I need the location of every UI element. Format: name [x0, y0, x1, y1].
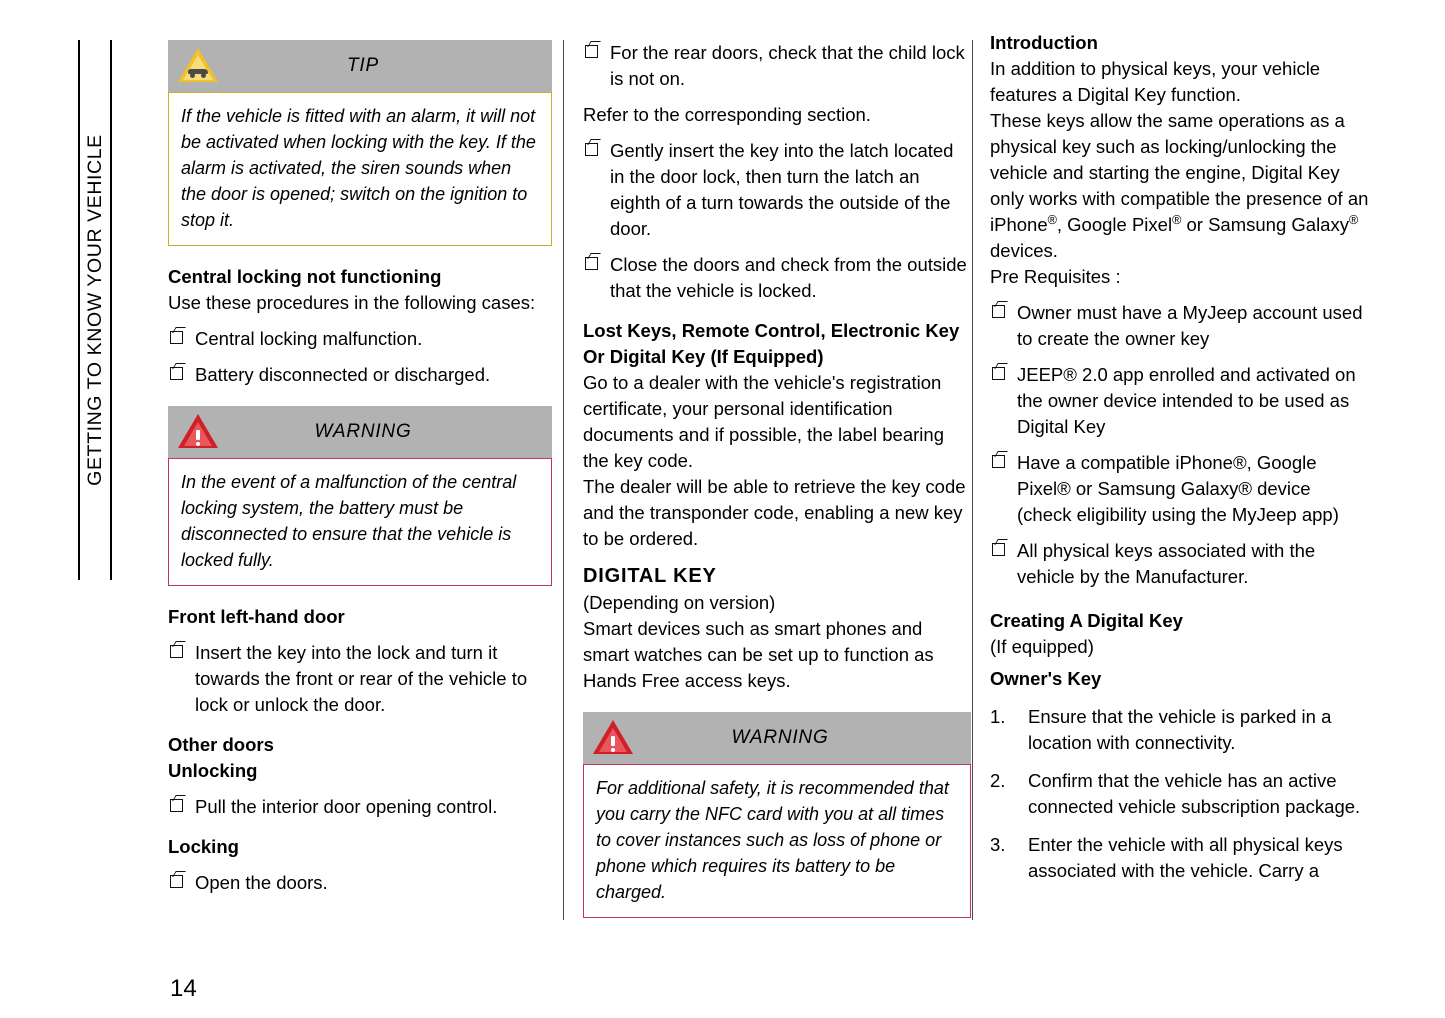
warning-callout-1-body: In the event of a malfunction of the central locking system, the battery must be disconnected to ensure that the vehicle is locked fully. — [168, 458, 552, 586]
column-2 — [583, 40, 971, 918]
para-intro-2-part-3: or Samsung Galaxy — [1181, 214, 1349, 235]
list-item-label: Confirm that the vehicle has an active connected vehicle subscription package. — [1028, 770, 1361, 817]
warning-triangle-icon — [593, 718, 635, 758]
registered-mark: ® — [1348, 212, 1359, 227]
list-item — [583, 40, 971, 92]
list-pre-requisites — [990, 300, 1370, 590]
checkbox-bullet-icon — [992, 367, 1005, 380]
para-depending-on-version: (Depending on version) — [583, 592, 776, 613]
heading-locking: Locking — [168, 836, 239, 857]
list-item — [168, 326, 552, 352]
list-item — [168, 640, 552, 718]
list-item-label: Ensure that the vehicle is parked in a location with connectivity. — [1028, 706, 1332, 753]
list-item-number: 2. — [990, 770, 1006, 791]
para-if-equipped: (If equipped) — [990, 636, 1094, 657]
para-intro-2-part-4: devices. — [990, 240, 1058, 261]
checkbox-bullet-icon — [585, 257, 598, 270]
list-item-label: Owner must have a MyJeep account used to create the owner key — [1017, 302, 1363, 349]
list-item — [990, 450, 1370, 528]
heading-other-doors: Other doors — [168, 734, 274, 755]
warning-callout-2 — [583, 712, 971, 918]
column-divider-1 — [563, 40, 564, 920]
checkbox-bullet-icon — [170, 875, 183, 888]
warning-callout-2-body: For additional safety, it is recommended that you carry the NFC card with you at all times to cover instances such as loss of phone or phone which requires its battery to be charged. — [583, 764, 971, 918]
warning-callout-2-title: WARNING — [731, 727, 829, 748]
list-item — [583, 138, 971, 242]
list-item-number: 3. — [990, 834, 1006, 855]
list-item — [990, 768, 1370, 820]
list-item-label: Enter the vehicle with all physical keys associated with the vehicle. Carry a — [1028, 834, 1343, 881]
para-pre-requisites: Pre Requisites : — [990, 266, 1121, 287]
heading-owners-key: Owner's Key — [990, 668, 1102, 689]
list-item — [168, 794, 552, 820]
checkbox-bullet-icon — [170, 331, 183, 344]
list-item — [168, 362, 552, 388]
list-unlocking — [168, 794, 552, 820]
para-smart-devices: Smart devices such as smart phones and smart watches can be set up to function as Hands Free access keys. — [583, 618, 934, 691]
registered-mark: ® — [1047, 212, 1057, 227]
heading-digital-key: DIGITAL KEY — [583, 565, 717, 587]
para-intro-1: In addition to physical keys, your vehicle features a Digital Key function. — [990, 58, 1321, 105]
list-item — [990, 704, 1370, 756]
list-key-latch-steps — [583, 138, 971, 304]
list-item — [990, 538, 1370, 590]
list-item-label: Pull the interior door opening control. — [195, 796, 498, 817]
list-item-number: 1. — [990, 706, 1006, 727]
heading-introduction: Introduction — [990, 32, 1098, 53]
tip-triangle-car-icon — [178, 46, 220, 86]
tip-callout — [168, 40, 552, 246]
list-item — [990, 300, 1370, 352]
list-front-left-door — [168, 640, 552, 718]
heading-central-locking-not-functioning: Central locking not functioning — [168, 266, 442, 287]
list-item-label: Central locking malfunction. — [195, 328, 423, 349]
list-item — [990, 362, 1370, 440]
list-item — [990, 832, 1370, 884]
checkbox-bullet-icon — [170, 799, 183, 812]
list-item-label: JEEP® 2.0 app enrolled and activated on the owner device intended to be used as Digital Key — [1017, 364, 1356, 437]
warning-callout-1-title: WARNING — [314, 421, 412, 442]
list-owner-key-steps — [990, 704, 1370, 884]
list-item — [583, 252, 971, 304]
tip-callout-body: If the vehicle is fitted with an alarm, it will not be activated when locking with the key. If the alarm is activated, the siren sounds when the door is opened; switch on the ignition to stop it. — [168, 92, 552, 246]
checkbox-bullet-icon — [585, 45, 598, 58]
chapter-side-tab-label: GETTING TO KNOW YOUR VEHICLE — [84, 134, 106, 486]
list-item-label: All physical keys associated with the vehicle by the Manufacturer. — [1017, 540, 1316, 587]
list-locking — [168, 870, 552, 896]
list-rear-doors — [583, 40, 971, 92]
checkbox-bullet-icon — [585, 143, 598, 156]
checkbox-bullet-icon — [992, 455, 1005, 468]
warning-triangle-icon — [178, 412, 220, 452]
list-item-label: Battery disconnected or discharged. — [195, 364, 491, 385]
para-dealer-2: The dealer will be able to retrieve the key code and the transponder code, enabling a new key to be ordered. — [583, 476, 966, 549]
para-intro-2-part-2: , Google Pixel — [1056, 214, 1173, 235]
heading-unlocking: Unlocking — [168, 760, 258, 781]
checkbox-bullet-icon — [992, 543, 1005, 556]
list-item-label: For the rear doors, check that the child lock is not on. — [610, 42, 965, 89]
para-intro-2 — [990, 108, 1370, 264]
list-item-label: Close the doors and check from the outside that the vehicle is locked. — [610, 254, 967, 301]
para-refer-section: Refer to the corresponding section. — [583, 104, 871, 125]
tip-callout-title: TIP — [347, 55, 379, 76]
warning-callout-1-header — [168, 406, 552, 458]
tip-callout-header — [168, 40, 552, 92]
chapter-side-tab — [78, 40, 112, 580]
column-1 — [168, 40, 552, 896]
warning-callout-1 — [168, 406, 552, 586]
para-dealer-1: Go to a dealer with the vehicle's registration certificate, your personal identification documents and if possible, the label bearing the key code. — [583, 372, 944, 471]
column-3 — [990, 32, 1370, 884]
para-intro-2-part-1: These keys allow the same operations as a physical key such as locking/unlocking the vehicle and starting the engine, Digital Key only works with compatible the presence of an iPhone — [990, 110, 1369, 235]
para-use-procedures: Use these procedures in the following cases: — [168, 292, 536, 313]
heading-creating-a-digital-key: Creating A Digital Key — [990, 610, 1183, 631]
list-item-label: Have a compatible iPhone®, Google Pixel® or Samsung Galaxy® device (check eligibility using the MyJeep app) — [1017, 452, 1339, 525]
checkbox-bullet-icon — [992, 305, 1005, 318]
list-item-label: Gently insert the key into the latch located in the door lock, then turn the latch an eighth of a turn towards the outside of the door. — [610, 140, 954, 239]
warning-callout-2-header — [583, 712, 971, 764]
registered-mark: ® — [1172, 212, 1182, 227]
checkbox-bullet-icon — [170, 367, 183, 380]
list-central-locking-cases — [168, 326, 552, 388]
list-item — [168, 870, 552, 896]
column-divider-2 — [972, 40, 973, 920]
list-item-label: Insert the key into the lock and turn it towards the front or rear of the vehicle to lock or unlock the door. — [195, 642, 528, 715]
list-item-label: Open the doors. — [195, 872, 328, 893]
heading-front-left-hand-door: Front left-hand door — [168, 606, 345, 627]
page-number: 14 — [170, 975, 197, 1002]
checkbox-bullet-icon — [170, 645, 183, 658]
heading-lost-keys: Lost Keys, Remote Control, Electronic Key Or Digital Key (If Equipped) — [583, 320, 960, 367]
